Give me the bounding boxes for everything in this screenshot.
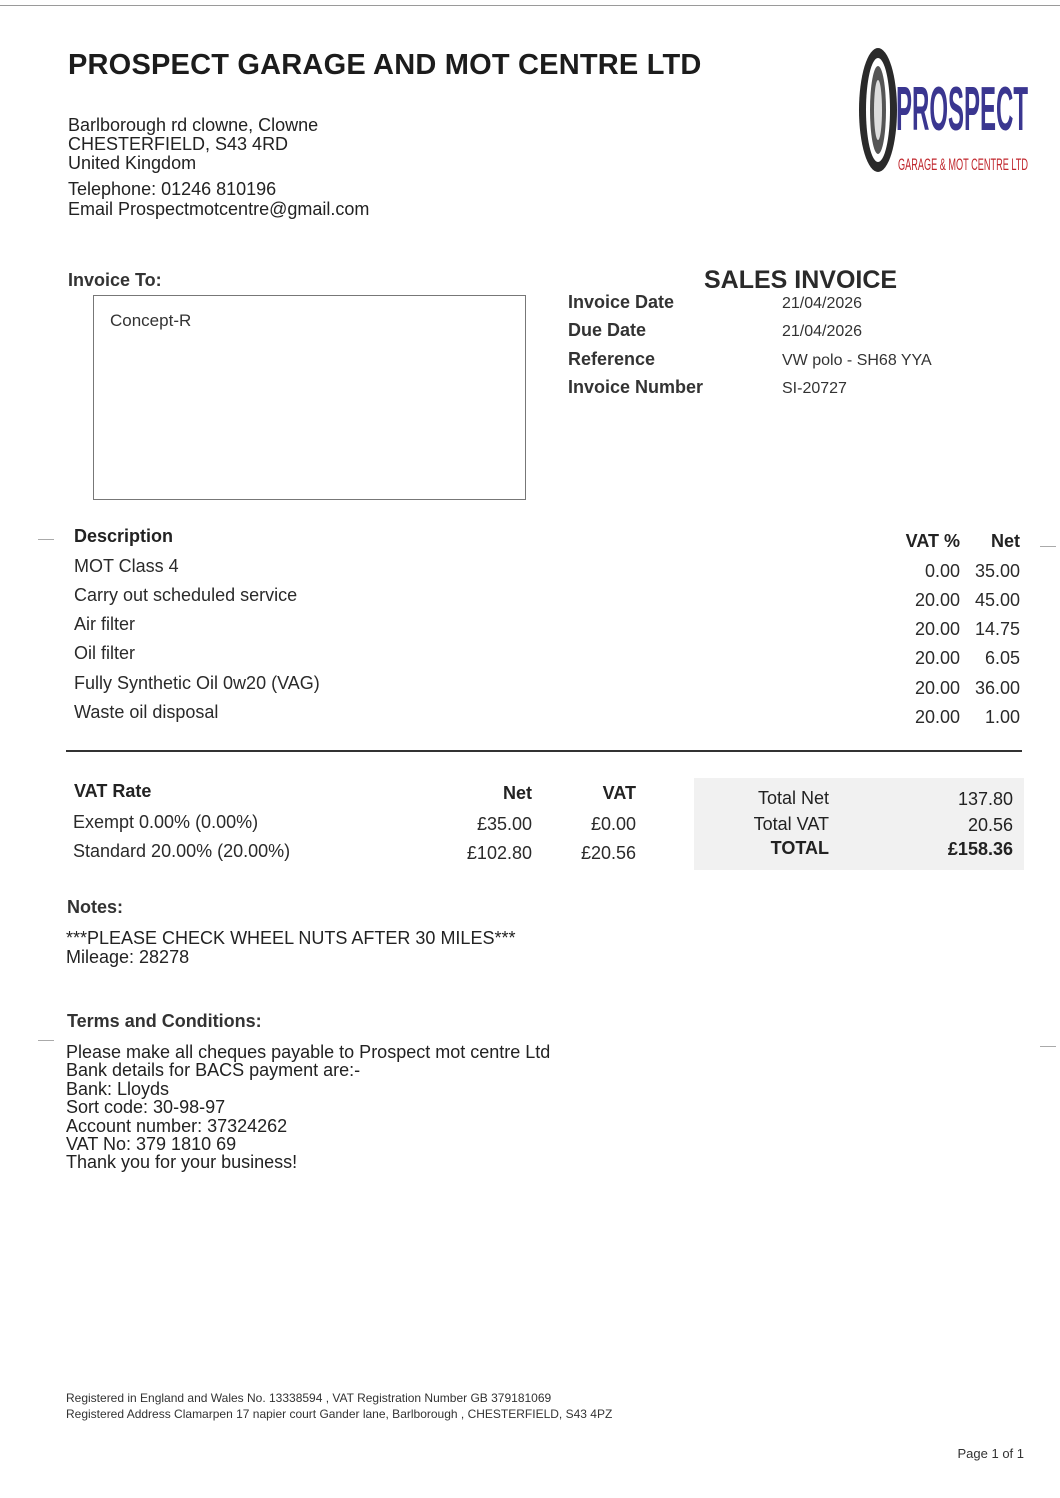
line-item-description: Carry out scheduled service [74,585,298,605]
line-item-net: 14.75 [974,619,1020,639]
sales-invoice-title: SALES INVOICE [704,266,898,294]
invoice-to-label: Invoice To: [68,270,162,290]
vat-summary-rate: Exempt 0.00% (0.00%) [73,812,259,832]
notes-body [66,929,515,967]
address-line: United Kingdom [68,153,197,173]
terms-line: VAT No: 379 1810 69 [66,1134,237,1155]
total-net-label: Total Net [757,788,829,808]
line-item-net: 35.00 [974,561,1020,581]
line-item-description: Air filter [74,614,136,634]
items-header-vat: VAT % [905,531,960,551]
total-value: £158.36 [947,839,1013,859]
due-date-label: Due Date [568,320,647,340]
line-item-description: Oil filter [74,643,136,663]
line-item-description: MOT Class 4 [74,556,179,576]
address-line: Barlborough rd clowne, Clowne [68,115,319,135]
items-header-net: Net [990,531,1020,551]
company-name: PROSPECT GARAGE AND MOT CENTRE LTD [68,49,702,81]
vat-summary-net: £35.00 [476,814,532,834]
invoice-to-name: Concept-R [110,311,192,330]
total-label: TOTAL [770,838,829,858]
notes-line: Mileage: 28278 [66,947,190,967]
line-item-row [0,585,1060,614]
line-item-description: Fully Synthetic Oil 0w20 (VAG) [74,673,320,693]
line-item-vat: 20.00 [914,678,960,698]
line-item-net: 6.05 [984,648,1020,668]
footer-line: Registered in England and Wales No. 13338594 , VAT Registration Number GB 379181069 [66,1391,552,1405]
vat-summary-rate: Standard 20.00% (20.00%) [73,841,291,861]
margin-mark [38,539,54,540]
items-divider [66,750,1022,752]
line-item-vat: 20.00 [914,707,960,727]
line-item-net: 1.00 [984,707,1020,727]
vat-summary-vat: £20.56 [580,843,636,863]
terms-line: Sort code: 30-98-97 [66,1097,226,1118]
company-email: Email Prospectmotcentre@gmail.com [68,199,370,219]
line-item-vat: 20.00 [914,590,960,610]
logo-sub-text: GARAGE & MOT CENTRE LTD [898,155,1028,174]
line-item-net: 45.00 [974,590,1020,610]
line-item-row [0,643,1060,672]
logo-main-text: PROSPECT [896,75,1029,144]
line-item-net: 36.00 [974,678,1020,698]
address-line: CHESTERFIELD, S43 4RD [68,134,289,154]
page-number: Page 1 of 1 [957,1446,1024,1461]
items-header-description: Description [74,526,174,546]
total-vat-value: 20.56 [967,815,1013,835]
company-logo [856,46,1032,178]
notes-title: Notes: [67,897,124,917]
line-item-row [0,702,1060,731]
terms-line: Bank details for BACS payment are:- [66,1060,361,1081]
line-item-description: Waste oil disposal [74,702,219,722]
scan-edge-line [0,5,1060,6]
terms-body [66,1043,550,1172]
invoice-number-label: Invoice Number [568,377,704,397]
notes-line: ***PLEASE CHECK WHEEL NUTS AFTER 30 MILES*** [66,928,516,948]
line-item-row [0,614,1060,643]
margin-mark [38,1040,54,1041]
terms-title: Terms and Conditions: [67,1011,262,1031]
vat-summary-header-vat: VAT [602,783,636,803]
vat-summary-net: £102.80 [466,843,532,863]
vat-summary-vat: £0.00 [590,814,636,834]
terms-line: Please make all cheques payable to Prospect mot centre Ltd [66,1042,551,1062]
tyre-icon [859,48,897,172]
due-date-value: 21/04/2026 [782,323,863,340]
vat-summary-header-rate: VAT Rate [74,781,152,801]
vat-summary-header-net: Net [502,783,532,803]
line-item-vat: 20.00 [914,648,960,668]
terms-line: Bank: Lloyds [66,1078,170,1099]
line-item-vat: 20.00 [914,619,960,639]
line-item-row [0,673,1060,702]
registration-footer [66,1390,612,1422]
invoice-date-value: 21/04/2026 [782,295,863,312]
total-net-value: 137.80 [957,789,1013,809]
terms-line: Account number: 37324262 [66,1115,288,1136]
reference-label: Reference [568,349,656,369]
terms-line: Thank you for your business! [66,1152,298,1173]
margin-mark [1040,1046,1056,1047]
invoice-number-value: SI-20727 [782,380,847,397]
company-address [68,116,318,173]
margin-mark [1040,546,1056,547]
invoice-date-label: Invoice Date [568,292,675,312]
company-telephone: Telephone: 01246 810196 [68,179,277,199]
line-item-row [0,556,1060,585]
total-vat-label: Total VAT [753,814,829,834]
footer-line: Registered Address Clamarpen 17 napier court Gander lane, Barlborough , CHESTERFIELD, S43 4PZ [66,1407,613,1421]
reference-value: VW polo - SH68 YYA [782,352,932,369]
line-item-vat: 0.00 [924,561,960,581]
company-contact [68,179,369,219]
